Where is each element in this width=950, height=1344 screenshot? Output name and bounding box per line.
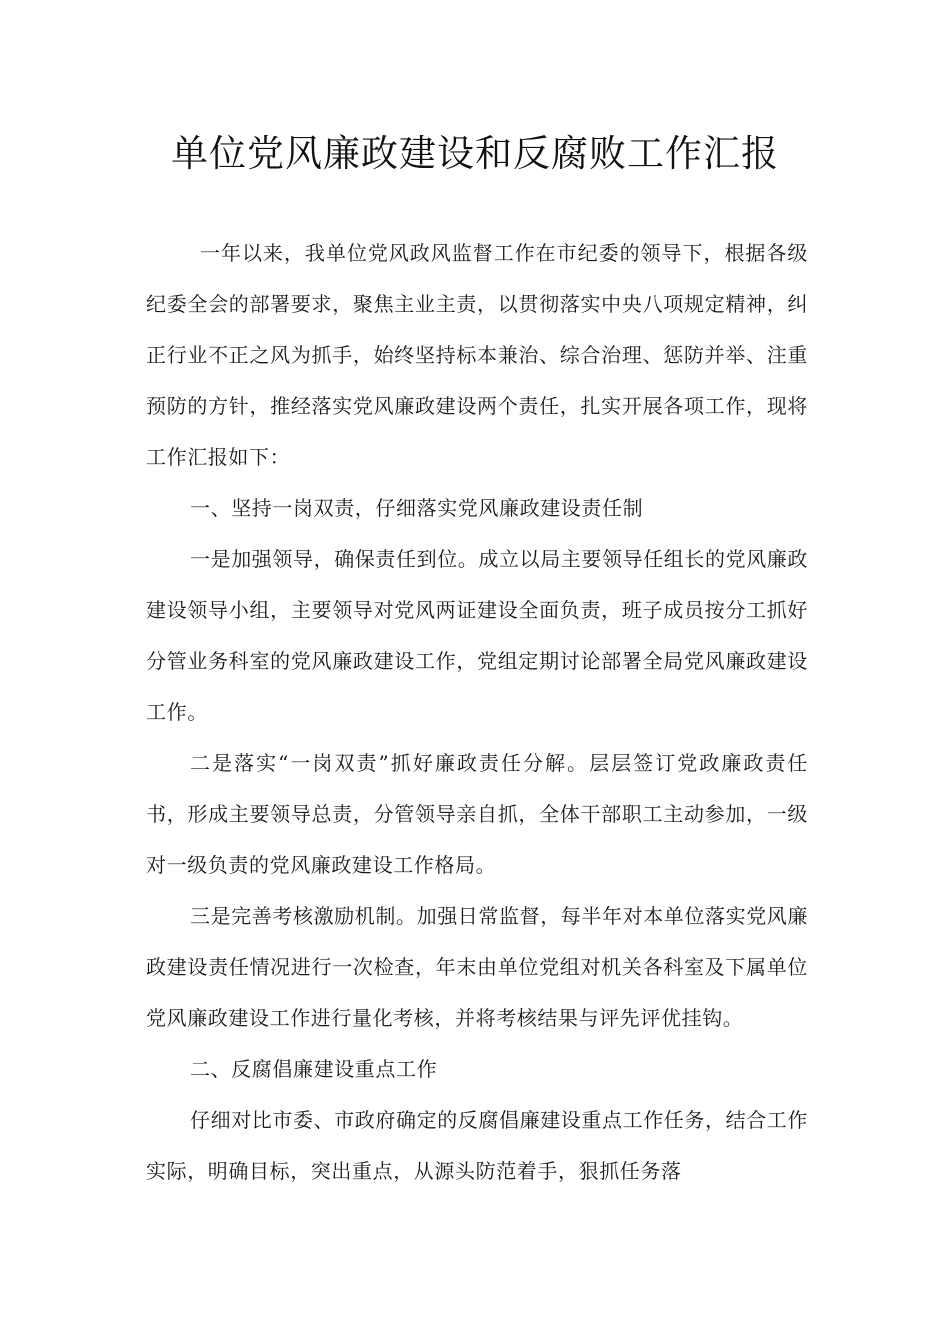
paragraph-intro: 一年以来，我单位党风政风监督工作在市纪委的领导下，根据各级纪委全会的部署要求，聚焦主业主责，以贯彻落实中央八项规定精神，纠正行业不正之风为抓手，始终坚持标本兼治、综合治理、惩防并举、注重预防的方针，推经落实党风廉政建设两个责任，扎实开展各项工作，现将工作汇报如下： bbox=[146, 241, 808, 469]
document-body bbox=[146, 228, 808, 1197]
paragraph-point-3: 三是完善考核激励机制。加强日常监督，每半年对本单位落实党风廉政建设责任情况进行一次检查，年末由单位党组对机关各科室及下属单位党风廉政建设工作进行量化考核，并将考核结果与评先评优挂钩。 bbox=[146, 904, 808, 1030]
paragraph-point-1: 一是加强领导，确保责任到位。成立以局主要领导任组长的党风廉政建设领导小组，主要领导对党风两证建设全面负责，班子成员按分工抓好分管业务科室的党风廉政建设工作，党组定期讨论部署全局党风廉政建设工作。 bbox=[146, 547, 808, 724]
paragraph-section-2: 仔细对比市委、市政府确定的反腐倡廉建设重点工作任务，结合工作实际，明确目标，突出重点，从源头防范着手，狠抓任务落 bbox=[146, 1108, 808, 1183]
document-title: 单位党风廉政建设和反腐败工作汇报 bbox=[171, 132, 779, 175]
section-heading-1: 一、坚持一岗双责，仔细落实党风廉政建设责任制 bbox=[190, 496, 644, 520]
paragraph-point-2: 二是落实“一岗双责”抓好廉政责任分解。层层签订党政廉政责任书，形成主要领导总责，分管领导亲自抓，全体干部职工主动参加，一级对一级负责的党风廉政建设工作格局。 bbox=[146, 751, 808, 877]
section-heading-2: 二、反腐倡廉建设重点工作 bbox=[190, 1057, 438, 1081]
